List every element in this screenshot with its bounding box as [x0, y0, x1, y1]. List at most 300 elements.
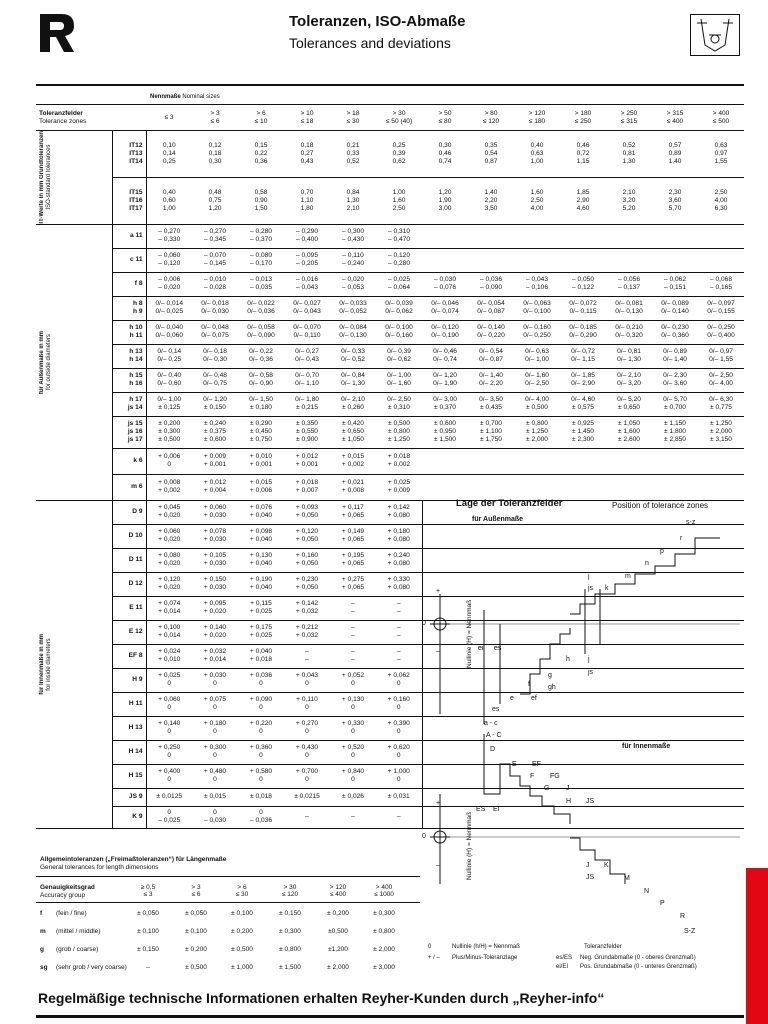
size-column-header: > 250 ≤ 315 — [620, 109, 638, 125]
tolerance-value: – – — [396, 648, 401, 664]
accuracy-label: (mittel / middle) — [56, 928, 101, 935]
tolerance-value: ± 0,350 ± 0,550 ± 0,900 — [296, 420, 318, 444]
group-label-it: IT-Werte in mm Grundtoleranzen ISO-standard tolerances — [36, 131, 112, 225]
tolerance-code: js 15 js 16 js 17 — [112, 416, 146, 448]
tolerance-value: 0/– 1,00 ± 0,125 — [157, 396, 182, 412]
tolerance-code: h 17 js 14 — [112, 392, 146, 416]
tolerance-value: + 0,045 + 0,020 — [158, 504, 181, 520]
footer-note: Regelmäßige technische Informationen erhalten Reyher-Kunden durch „Reyher-info“ — [38, 990, 605, 1006]
tolerance-value: ± 0,500 ± 0,800 ± 1,250 — [388, 420, 410, 444]
tolerance-value: + 0,142 + 0,080 — [387, 504, 410, 520]
tolerance-code: JS 9 — [112, 788, 146, 806]
tolerance-value: 0/– 1,50 ± 0,180 — [249, 396, 273, 412]
tolerance-value — [560, 248, 606, 272]
general-value: ± 2,000 — [373, 946, 395, 953]
general-value: ±0,500 — [328, 928, 348, 935]
tolerance-value: 0/– 0,039 0/– 0,062 — [385, 300, 413, 316]
diagram-label-upper: ei — [478, 645, 484, 652]
diagram-label-upper: p — [660, 548, 664, 555]
tolerance-value: – 0,270 – 0,345 — [204, 228, 226, 244]
tolerance-value: 0/– 0,46 0/– 0,74 — [433, 348, 457, 364]
table-row — [36, 392, 744, 416]
tolerance-value: 2,30 3,60 5,70 — [668, 188, 682, 212]
tolerance-value: – 0,310 – 0,470 — [388, 228, 410, 244]
tolerance-value: + 0,140 0 — [158, 720, 181, 736]
tolerance-value: + 0,360 0 — [249, 744, 273, 760]
size-column-header: > 80 ≤ 120 — [482, 109, 500, 125]
tolerance-value: – 0,060 – 0,120 — [158, 252, 181, 268]
diagram-label-lower: D — [490, 746, 496, 753]
tolerance-value: 0,52 0,81 1,30 — [622, 141, 636, 165]
accuracy-code: sg — [40, 964, 48, 971]
tolerance-value: 0/– 0,89 0/– 1,40 — [663, 348, 687, 364]
tolerance-value: ± 0,031 — [387, 793, 410, 801]
tolerance-value: 1,00 1,60 2,50 — [392, 188, 406, 212]
tolerance-value: + 0,030 0 — [203, 672, 227, 688]
tolerance-value: + 0,074 + 0,014 — [158, 600, 181, 616]
tolerance-value: + 0,115 + 0,025 — [249, 600, 273, 616]
tolerance-value: + 0,212 + 0,032 — [295, 624, 319, 640]
tolerance-value: 0,40 0,60 1,00 — [162, 188, 176, 212]
tolerance-value: – 0,070 – 0,145 — [204, 252, 226, 268]
tolerance-value — [560, 224, 606, 248]
diagram-label-lower: F — [530, 773, 535, 780]
tolerance-value: ± 0,200 ± 0,300 ± 0,500 — [158, 420, 181, 444]
accuracy-code: m — [40, 928, 46, 935]
tolerance-value: – 0,120 – 0,280 — [388, 252, 410, 268]
accuracy-group-heading: Genauigkeitsgrad Accuracy group — [40, 884, 95, 899]
diagram-label-lower: G — [544, 785, 550, 792]
general-value: ± 0,500 — [231, 946, 253, 953]
tolerance-value: + 0,700 0 — [295, 768, 319, 784]
size-column-header: > 50 ≤ 80 — [438, 109, 452, 125]
tolerance-value: + 0,006 0 — [158, 453, 181, 469]
axis-sign: 0 — [422, 620, 426, 627]
tolerance-value: – 0,013 – 0,035 — [250, 276, 272, 292]
tolerance-value — [514, 224, 560, 248]
tolerance-code: D 9 — [112, 500, 146, 524]
group-label-aussen: für Außenmaße in mm for outside diameters — [36, 224, 112, 500]
tolerance-value: 0/– 3,00 ± 0,370 — [433, 396, 457, 412]
tolerance-value: + 0,190 + 0,040 — [249, 576, 273, 592]
diagram-label-lower: EI — [493, 806, 500, 813]
tolerance-code: D 10 — [112, 524, 146, 548]
size-column-header: > 120 ≤ 180 — [528, 109, 546, 125]
diagram-label-lower: S-Z — [684, 928, 696, 935]
general-value: ± 0,500 — [185, 964, 207, 971]
tolerance-value: ± 0,925 ± 1,450 ± 2,300 — [572, 420, 594, 444]
tolerance-value — [606, 224, 652, 248]
tolerance-value: + 0,009 + 0,001 — [203, 453, 227, 469]
tolerance-value: + 0,300 0 — [203, 744, 227, 760]
tolerance-value: 0,84 1,30 2,10 — [346, 188, 360, 212]
diagram-label-upper: s-z — [686, 519, 696, 526]
size-column-header: > 6 ≤ 10 — [254, 109, 268, 125]
general-value: ± 3,000 — [373, 964, 395, 971]
tolerance-value: + 0,015 + 0,002 — [341, 453, 365, 469]
size-column-header: > 30 ≤ 50 (40) — [385, 109, 413, 125]
tolerance-value: + 0,142 + 0,032 — [295, 600, 319, 616]
tolerance-value: 0/– 0,089 0/– 0,140 — [661, 300, 689, 316]
tolerance-value: – 0,068 – 0,165 — [710, 276, 732, 292]
diagram-label-upper: m — [625, 573, 631, 580]
tolerance-value: 0,21 0,33 0,52 — [346, 141, 360, 165]
tolerance-value: – 0,095 – 0,205 — [296, 252, 318, 268]
tolerance-value — [514, 248, 560, 272]
tolerance-value: + 0,032 + 0,014 — [203, 648, 227, 664]
tolerance-code: h 10 h 11 — [112, 320, 146, 344]
tolerance-value: + 0,040 + 0,018 — [249, 648, 273, 664]
tolerance-value: – — [305, 813, 309, 821]
diagram-label-upper: k — [605, 585, 609, 592]
general-column-header: > 120 ≤ 400 — [329, 884, 347, 898]
diagram-label-lower: M — [624, 875, 630, 882]
axis-sign: – — [436, 648, 440, 655]
tolerance-value: 0,35 0,54 0,87 — [484, 141, 498, 165]
tolerance-value: ± 0,240 ± 0,375 ± 0,600 — [204, 420, 226, 444]
tolerance-code: H 15 — [112, 764, 146, 788]
tolerance-code: D 11 — [112, 548, 146, 572]
tolerance-value: ± 0,018 — [250, 793, 272, 801]
tolerance-value: ± 0,420 ± 0,650 ± 1,050 — [342, 420, 364, 444]
size-column-header: > 10 ≤ 18 — [300, 109, 314, 125]
diagram-label-upper: g — [548, 672, 552, 679]
tolerance-value: + 0,024 + 0,010 — [158, 648, 181, 664]
legend-toleranzfelder: Toleranzfelder — [584, 944, 622, 950]
tolerance-value: 0/– 1,60 0/– 2,50 — [525, 372, 549, 388]
tolerance-value: 2,10 3,20 5,20 — [622, 188, 636, 212]
general-subtitle: General tolerances for length dimensions — [40, 864, 159, 871]
tolerance-value: – – — [351, 624, 355, 640]
tolerance-value: + 0,250 0 — [158, 744, 181, 760]
tolerance-value: + 0,390 0 — [387, 720, 410, 736]
tolerance-value: + 0,052 0 — [341, 672, 365, 688]
tolerance-value: + 0,012 + 0,001 — [295, 453, 319, 469]
axis-sign: 0 — [422, 833, 426, 840]
tolerance-value: 0/– 0,39 0/– 0,62 — [387, 348, 411, 364]
tolerance-value: 0/– 0,033 0/– 0,052 — [339, 300, 367, 316]
diagram-label-upper: e — [510, 695, 514, 702]
general-column-header: > 3 ≤ 6 — [191, 884, 201, 898]
tolerance-value: + 0,043 0 — [295, 672, 319, 688]
tolerance-value: 0,58 0,90 1,50 — [254, 188, 268, 212]
tolerance-value: 0/– 0,040 0/– 0,060 — [155, 324, 183, 340]
tolerance-value: + 0,270 0 — [295, 720, 319, 736]
tolerance-value: + 0,160 + 0,050 — [295, 552, 319, 568]
tolerance-value — [422, 448, 468, 474]
diagram-label-lower: H — [566, 798, 572, 805]
tolerance-value: ± 1,250 ± 2,000 ± 3,150 — [710, 420, 732, 444]
accuracy-label: (fein / fine) — [56, 910, 87, 917]
tolerance-value: + 0,275 + 0,065 — [341, 576, 365, 592]
tolerance-value: + 0,018 + 0,002 — [387, 453, 411, 469]
tolerance-code: EF 8 — [112, 644, 146, 668]
tolerance-value: + 0,100 + 0,014 — [158, 624, 181, 640]
tolerance-value: + 0,180 0 — [203, 720, 227, 736]
diagram-label-lower: ES — [476, 806, 486, 813]
tolerance-value: 0/– 0,230 0/– 0,360 — [661, 324, 689, 340]
diagram-label-upper: f — [528, 681, 530, 688]
diagram-label-lower: J — [586, 862, 590, 869]
tolerance-value — [698, 448, 744, 474]
legend-text: Neg. Grundabmaße (0 - oberes Grenzmaß) — [580, 955, 696, 961]
tolerance-value: – — [351, 813, 355, 821]
diagram-label-upper: ef — [531, 695, 537, 702]
general-title: Allgemeintoleranzen („Freimaßtoleranzen“) für Längenmaße — [40, 856, 227, 863]
tolerance-value: 0/– 0,14 0/– 0,25 — [157, 348, 182, 364]
tolerance-value: ± 1,150 ± 1,800 ± 2,850 — [664, 420, 686, 444]
tolerance-value: + 0,430 0 — [295, 744, 319, 760]
diagram-label-lower: P — [660, 900, 665, 907]
tolerance-value: 0/– 1,80 ± 0,215 — [295, 396, 319, 412]
tolerance-value: + 0,120 + 0,020 — [158, 576, 181, 592]
tolerance-value: + 0,098 + 0,040 — [249, 528, 273, 544]
tolerance-zones-heading: Toleranzfelder Tolerance zones — [39, 109, 87, 125]
diagram-label-upper: j — [588, 573, 590, 580]
tolerance-value: – 0,030 – 0,076 — [434, 276, 456, 292]
tolerance-value: 0,18 0,27 0,43 — [300, 141, 314, 165]
nullinie-label: Nullinie (H) = Nennmaß — [466, 811, 473, 880]
tolerance-value: + 0,025 0 — [158, 672, 181, 688]
general-value: ± 0,050 — [137, 910, 159, 917]
diagram-label-upper: j — [588, 656, 590, 663]
diagram-label-aussen: für Außenmaße — [472, 516, 524, 523]
diagram-label-upper: js — [588, 585, 594, 592]
table-row — [36, 448, 744, 474]
tolerance-value: 0/– 5,20 ± 0,650 — [617, 396, 641, 412]
tolerance-value: + 0,090 0 — [249, 696, 273, 712]
general-value: ±1,200 — [328, 946, 348, 953]
tolerance-value: 0/– 2,10 ± 0,260 — [341, 396, 365, 412]
size-column-header: > 180 ≤ 250 — [574, 109, 592, 125]
top-rule — [36, 84, 744, 86]
diagram-label-lower: K — [604, 862, 609, 869]
size-column-header: > 400 ≤ 500 — [712, 109, 730, 125]
general-value: ± 0,200 — [231, 928, 253, 935]
diagram-label-upper: es — [494, 645, 502, 652]
diagram-label-lower: N — [644, 888, 650, 895]
tolerance-value: 0/– 0,97 0/– 1,55 — [709, 348, 733, 364]
tolerance-value: 0/– 1,00 0/– 1,60 — [387, 372, 411, 388]
general-tolerances — [36, 854, 420, 980]
tolerance-value: 0/– 0,120 0/– 0,190 — [431, 324, 459, 340]
tolerance-value: 0,57 0,89 1,40 — [668, 141, 682, 165]
diagram-label-upper: js — [588, 669, 594, 676]
tolerance-value: 0/– 0,014 0/– 0,025 — [155, 300, 183, 316]
tolerance-value: – 0,056 – 0,137 — [618, 276, 640, 292]
tolerance-value: 1,60 2,50 4,00 — [530, 188, 544, 212]
tolerance-value: + 0,149 + 0,065 — [341, 528, 365, 544]
tolerance-value: – 0,025 – 0,064 — [388, 276, 410, 292]
table-row — [36, 344, 744, 368]
tolerance-value — [606, 248, 652, 272]
general-column-header: ≥ 0,5 ≤ 3 — [140, 884, 156, 898]
tolerance-value: + 0,060 0 — [158, 696, 181, 712]
tolerance-value: + 0,330 + 0,080 — [387, 576, 410, 592]
diagram-label-lower: J — [566, 785, 570, 792]
tolerance-value: + 0,008 + 0,002 — [158, 479, 181, 495]
tolerance-value: ± 0,600 ± 0,950 ± 1,500 — [434, 420, 456, 444]
tolerance-value: – 0,006 – 0,020 — [158, 276, 181, 292]
size-column-header: > 315 ≤ 400 — [666, 109, 684, 125]
general-value: ± 0,800 — [279, 946, 301, 953]
reyher-logo — [38, 12, 78, 54]
tolerance-value: 0/– 0,185 0/– 0,290 — [569, 324, 597, 340]
legend-text: Pos. Grundabmaße (0 - unteres Grenzmaß) — [580, 964, 697, 970]
tolerance-value: + 0,075 0 — [203, 696, 227, 712]
tolerance-value: + 0,130 + 0,040 — [249, 552, 273, 568]
tolerance-value: 0/– 0,072 0/– 0,115 — [569, 300, 597, 316]
tolerance-code: c 11 — [112, 248, 146, 272]
tolerance-value: 0/– 0,100 0/– 0,160 — [385, 324, 413, 340]
tolerance-code: IT12 IT13 IT14 — [112, 131, 146, 178]
tolerance-value: 0/– 0,140 0/– 0,220 — [477, 324, 505, 340]
tolerance-value: 0/– 0,250 0/– 0,400 — [707, 324, 735, 340]
tolerance-value: 0/– 0,063 0/– 0,100 — [523, 300, 551, 316]
page-title: Toleranzen, ISO-Abmaße — [289, 13, 466, 30]
tolerance-value: – 0,280 – 0,370 — [250, 228, 272, 244]
tolerance-value: + 0,021 + 0,008 — [341, 479, 365, 495]
tolerance-code: H 14 — [112, 740, 146, 764]
legend-key: + / – — [428, 955, 440, 961]
tolerance-code: h 8 h 9 — [112, 296, 146, 320]
tolerance-value: 0/– 0,18 0/– 0,30 — [203, 348, 227, 364]
red-tab — [746, 868, 768, 1024]
tolerance-value: 0/– 4,00 ± 0,500 — [525, 396, 549, 412]
axis-sign: + — [436, 588, 441, 595]
tolerance-code: E 12 — [112, 620, 146, 644]
tolerance-value: 0/– 0,54 0/– 0,87 — [479, 348, 503, 364]
size-column-header: > 3 ≤ 6 — [210, 109, 220, 125]
tolerance-value — [698, 224, 744, 248]
tolerance-value: 0/– 2,50 0/– 4,00 — [709, 372, 733, 388]
tolerance-code: E 11 — [112, 596, 146, 620]
accuracy-code: g — [40, 946, 44, 953]
tolerance-value: 0/– 0,63 0/– 1,00 — [525, 348, 549, 364]
tolerance-code: k 6 — [112, 448, 146, 474]
tolerance-value: + 0,220 0 — [249, 720, 273, 736]
general-value: ± 0,150 — [279, 910, 301, 917]
tolerance-value: 0/– 1,20 ± 0,150 — [203, 396, 227, 412]
table-row — [36, 296, 744, 320]
general-value: ± 0,300 — [279, 928, 301, 935]
tolerance-value: 0,70 1,10 1,80 — [300, 188, 314, 212]
legend-text: Plus/Minus-Toleranzlage — [452, 955, 518, 961]
tolerance-value — [652, 224, 698, 248]
tolerance-value: – – — [351, 600, 355, 616]
tolerance-value: 0/– 0,046 0/– 0,074 — [431, 300, 459, 316]
tolerance-code: h 15 h 16 — [112, 368, 146, 392]
tolerance-value: 0,48 0,75 1,20 — [208, 188, 222, 212]
tolerance-value: + 0,015 + 0,006 — [249, 479, 273, 495]
tolerance-value: + 0,400 0 — [158, 768, 181, 784]
tolerance-value: + 0,080 + 0,020 — [158, 552, 181, 568]
tolerance-value — [652, 248, 698, 272]
tolerance-value: + 0,060 + 0,030 — [203, 504, 227, 520]
tolerance-value: + 0,195 + 0,065 — [341, 552, 365, 568]
tolerance-value: 0/– 0,054 0/– 0,087 — [477, 300, 505, 316]
tolerance-value — [468, 248, 514, 272]
tolerance-value: + 1,000 0 — [387, 768, 410, 784]
size-header-row — [36, 105, 744, 131]
tolerance-value: + 0,012 + 0,004 — [203, 479, 227, 495]
tolerance-value: 0/– 0,81 0/– 1,30 — [617, 348, 641, 364]
tolerance-value: 0,30 0,46 0,74 — [438, 141, 452, 165]
tolerance-value: 0,40 0,63 1,00 — [530, 141, 544, 165]
tolerance-value: + 0,110 0 — [296, 696, 318, 712]
tolerance-value: ± 0,700 ± 1,100 ± 1,750 — [480, 420, 502, 444]
diagram-label-lower: A - C — [486, 732, 502, 739]
accuracy-code: f — [40, 910, 43, 917]
tolerance-value: + 0,620 0 — [387, 744, 410, 760]
tolerance-value: + 0,150 + 0,030 — [203, 576, 227, 592]
diagram-label-upper: gh — [548, 684, 556, 691]
tolerance-value: 0/– 5,70 ± 0,700 — [663, 396, 687, 412]
tolerance-value: – 0,270 – 0,330 — [158, 228, 181, 244]
size-column-header: > 18 ≤ 30 — [346, 109, 360, 125]
tolerance-value: 0/– 0,72 0/– 1,15 — [571, 348, 595, 364]
tolerance-value: + 0,010 + 0,001 — [249, 453, 273, 469]
tolerance-code: H 13 — [112, 716, 146, 740]
tolerance-value: – 0,043 – 0,106 — [526, 276, 548, 292]
general-column-header: > 6 ≤ 30 — [235, 884, 249, 898]
general-value: ± 1,000 — [231, 964, 253, 971]
page-subtitle: Tolerances and deviations — [289, 35, 451, 51]
diagram-label-upper: a - c — [484, 720, 498, 727]
general-value: ± 0,150 — [137, 946, 159, 953]
diagram-label-lower: R — [680, 913, 686, 920]
diagram-subtitle: Position of tolerance zones — [612, 501, 709, 510]
table-row — [36, 320, 744, 344]
tolerance-value: 0 – 0,025 — [158, 809, 181, 825]
tolerance-value — [652, 448, 698, 474]
tolerance-value: + 0,175 + 0,025 — [249, 624, 273, 640]
tolerance-code: H 9 — [112, 668, 146, 692]
upper-steps — [570, 538, 720, 614]
table-row — [36, 177, 744, 224]
tolerance-value: 0/– 0,018 0/– 0,030 — [201, 300, 229, 316]
tolerance-value — [560, 448, 606, 474]
table-row — [36, 248, 744, 272]
tolerance-value: + 0,480 0 — [203, 768, 227, 784]
tolerance-value: 0/– 0,33 0/– 0,52 — [341, 348, 365, 364]
tolerance-value — [698, 248, 744, 272]
table-row — [36, 368, 744, 392]
tolerance-code: IT15 IT16 IT17 — [112, 177, 146, 224]
tolerance-value: – 0,010 – 0,028 — [204, 276, 226, 292]
tolerance-code: K 9 — [112, 806, 146, 828]
tolerance-value: 0/– 6,30 ± 0,775 — [709, 396, 733, 412]
table-row — [36, 131, 744, 178]
general-value: ± 0,100 — [137, 928, 159, 935]
tolerance-value: – 0,050 – 0,122 — [572, 276, 594, 292]
tolerance-value: 0/– 0,22 0/– 0,36 — [249, 348, 273, 364]
tolerance-value: 0/– 0,160 0/– 0,250 — [523, 324, 551, 340]
tolerance-value: ± 0,026 — [342, 793, 364, 801]
tolerance-value: + 0,520 0 — [341, 744, 365, 760]
tolerance-value: – 0,062 – 0,151 — [664, 276, 686, 292]
tolerance-value: 0/– 0,084 0/– 0,130 — [339, 324, 367, 340]
general-value: ± 0,200 — [185, 946, 207, 953]
diagram-label-lower: EF — [532, 761, 541, 768]
nominal-sizes-heading: Nennmaße Nominal sizes — [150, 94, 220, 100]
tolerance-value: – 0,110 – 0,240 — [342, 252, 364, 268]
general-column-header: > 30 ≤ 120 — [281, 884, 299, 898]
diagram-label-lower: JS — [586, 874, 595, 881]
tolerance-value: ± 0,800 ± 1,250 ± 2,000 — [526, 420, 548, 444]
tolerance-value: 0/– 0,027 0/– 0,043 — [293, 300, 321, 316]
legend-text: Nullinie (h/H) = Nennmaß — [452, 944, 520, 950]
